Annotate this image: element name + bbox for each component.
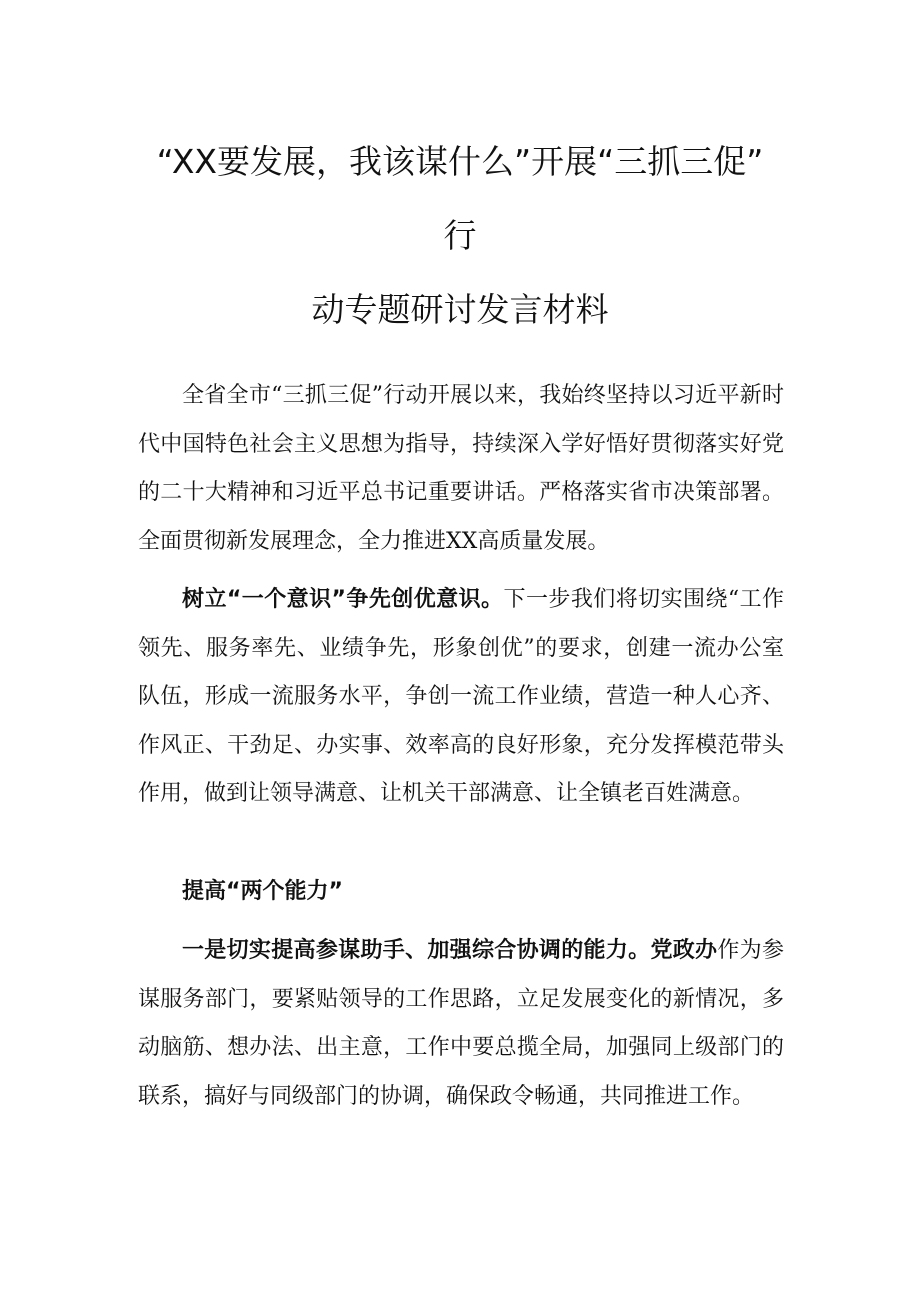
section-2-item-1-body: 作为参谋服务部门，要紧贴领导的工作思路，立足发展变化的新情况，多动脑筋、想办法、出主意，工作中要总揽全局，加强同上级部门的联系，搞好与同级部门的协调，确保政令畅通，共同推进工作。 (138, 938, 784, 1109)
section-1-paragraph (138, 576, 784, 819)
document-title-line-2: 行 (443, 216, 477, 255)
section-2-item-1-heading: 一是切实提高参谋助手、加强综合协调的能力。党政办 (182, 938, 718, 963)
section-2-heading: 提高“两个能力” (182, 879, 343, 904)
section-1-heading: 树立“一个意识”争先创优意识。 (182, 587, 504, 612)
document-title-line-3: 动专题研讨发言材料 (311, 290, 609, 329)
intro-paragraph: 全省全市“三抓三促”行动开展以来，我始终坚持以习近平新时代中国特色社会主义思想为指导，持续深入学好悟好贯彻落实好党的二十大精神和习近平总书记重要讲话。严格落实省市决策部署。全面贯彻新发展理念，全力推进XX高质量发展。 (138, 383, 784, 554)
section-2-item-1-paragraph (138, 927, 784, 1121)
section-1-body: 下一步我们将切实围绕“工作领先、服务率先、业绩争先，形象创优”的要求，创建一流办公室队伍，形成一流服务水平，争创一流工作业绩，营造一种人心齐、作风正、干劲足、办实事、效率高的良好形象，充分发挥模范带头作用，做到让领导满意、让机关干部满意、让全镇老百姓满意。 (138, 587, 785, 806)
document-title-line-1: “XX要发展，我该谋什么”开展“三抓三促” (156, 142, 764, 181)
